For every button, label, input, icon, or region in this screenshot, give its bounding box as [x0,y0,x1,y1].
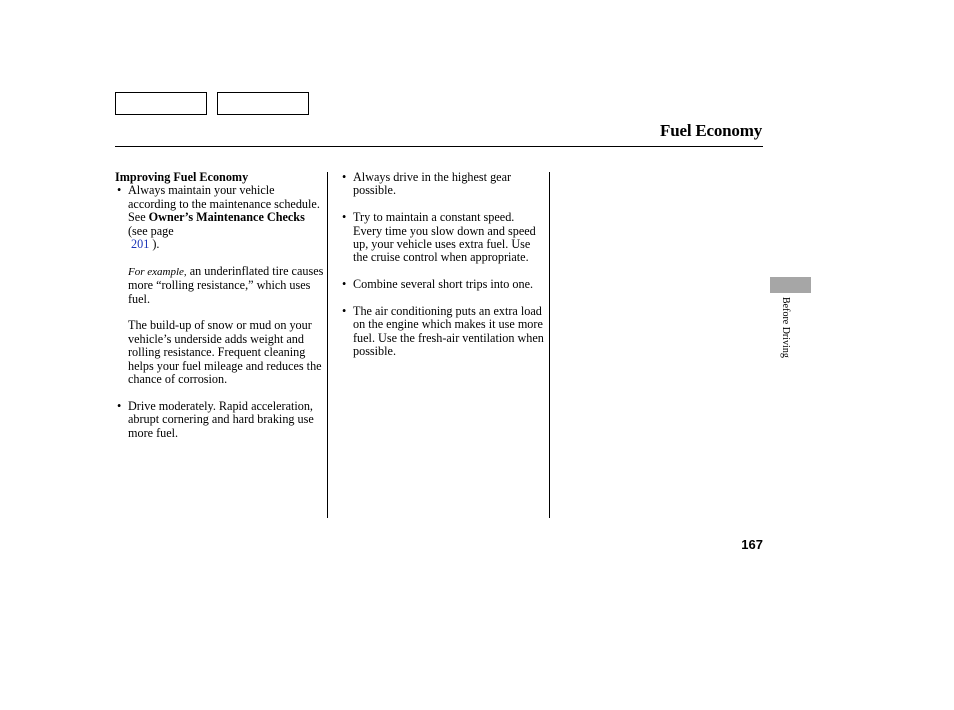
bullet: • [342,170,347,184]
item-text: ). [149,237,160,252]
paragraph: The build-up of snow or mud on your vehicle’s underside adds weight and rolling resistance. Frequent cleaning helps your fuel mileage and reduces the chance of corrosion. [128,318,322,387]
bullet: • [117,398,122,413]
page-link[interactable]: 201 [131,237,150,252]
section-tab [770,277,811,293]
bullet: • [342,210,347,225]
column-divider [327,172,328,518]
section-label: Before Driving [780,297,791,358]
item-text: The air conditioning puts an extra load on the engine which makes it use more fuel. Use the fresh-air ventilation when possible. [353,304,544,359]
column-divider [549,172,550,518]
item-text: Drive moderately. Rapid acceleration, abrupt cornering and hard braking use more fuel. [128,398,314,440]
item-text: Always drive in the highest gear possible. [353,170,512,198]
item-text: (see page [128,223,174,238]
list-item [340,305,545,359]
item-text: Always maintain your vehicle according to the maintenance schedule. See [128,183,320,225]
list-item [115,184,325,251]
page-number: 167 [741,537,763,552]
page-title: Fuel Economy [660,121,762,140]
item-reference: Owner’s Maintenance Checks [148,210,305,225]
bullet: • [342,277,347,292]
list-item [115,400,325,440]
section-heading: Improving Fuel Economy [115,170,249,184]
bullet: • [117,183,122,198]
italic-text: For example, [128,265,187,278]
list-item [340,278,545,291]
nav-index-button[interactable] [217,92,309,115]
title-rule [115,146,763,147]
column-middle [340,171,545,359]
paragraph [115,265,325,306]
column-left [115,171,325,440]
item-text: Combine several short trips into one. [353,277,534,292]
paragraph-text: an underinflated tire causes more “rolling resistance,” which uses fuel. [128,263,324,306]
bullet: • [342,304,347,319]
item-text: Try to maintain a constant speed. Every time you slow down and speed up, your vehicle uses extra fuel. Use the cruise control when appropriate. [353,210,536,265]
nav-main-menu-button[interactable] [115,92,207,115]
list-item [340,171,545,198]
list-item [340,211,545,265]
